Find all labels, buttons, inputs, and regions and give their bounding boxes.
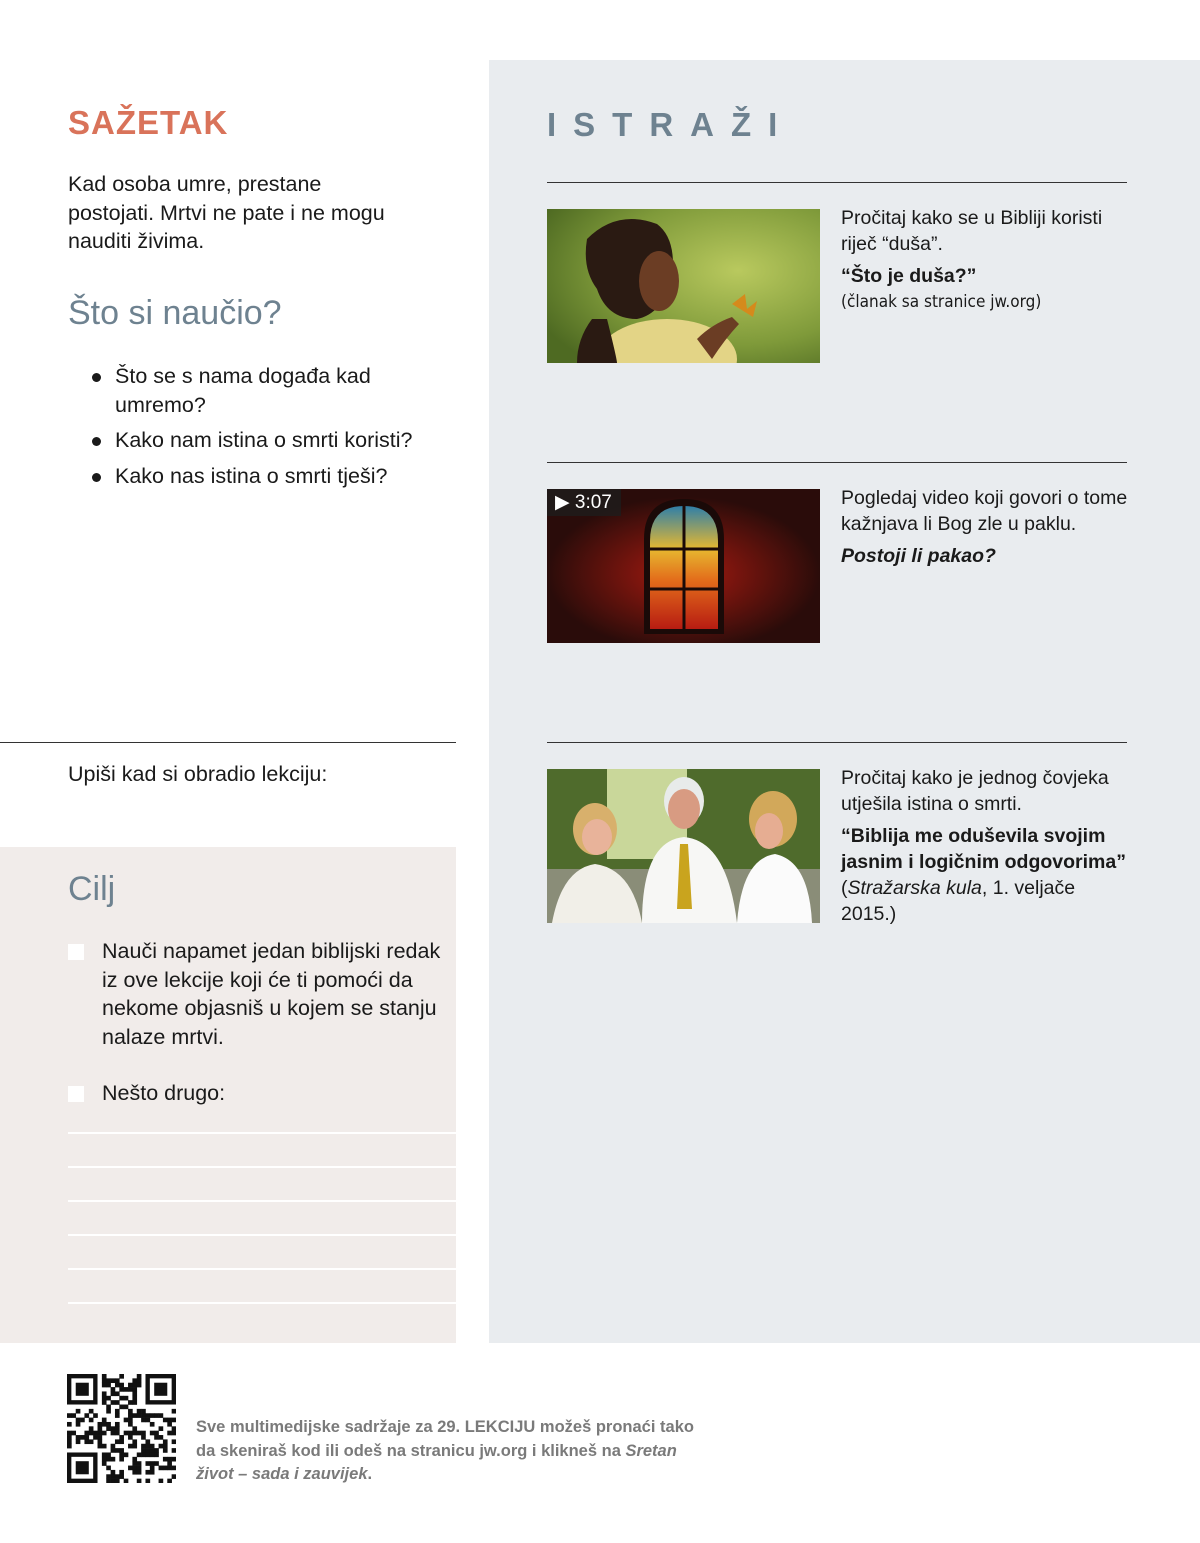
explore-item-title-line	[841, 823, 1131, 927]
divider	[0, 742, 456, 743]
people-conversation-image[interactable]	[547, 769, 820, 923]
bullet-icon	[92, 437, 101, 446]
explore-item-title[interactable]: “Što je duša?”	[841, 265, 977, 287]
goal-option-text: Nauči napamet jedan biblijski redak iz ove lekcije koji će ti pomoći da nekome objasniš u kojem se stanju nalaze mrtvi.	[102, 939, 441, 1049]
divider	[547, 742, 1127, 743]
qr-code[interactable]	[67, 1374, 176, 1483]
goal-checkbox[interactable]	[68, 944, 84, 960]
video-duration: ▶ 3:07	[547, 489, 621, 516]
summary-text: Kad osoba umre, prestane postojati. Mrtvi ne pate i ne mogu nauditi živima.	[68, 172, 385, 253]
divider	[547, 462, 1127, 463]
summary-heading: SAŽETAK	[68, 104, 229, 141]
lesson-number: 29. LEKCIJU	[437, 1418, 536, 1436]
question-list	[92, 362, 462, 497]
writing-line[interactable]	[68, 1200, 456, 1202]
explore-item-title[interactable]: “Biblija me oduševila svojim jasnim i logičnim odgovorima”	[841, 825, 1126, 873]
goal-option-text: Nešto drugo:	[102, 1081, 226, 1105]
explore-heading: ISTRAŽI	[547, 106, 795, 143]
source-publication: Stražarska kula	[847, 877, 982, 899]
explore-item-description: Pročitaj kako je jednog čovjeka utješila istina o smrti.	[841, 767, 1109, 815]
explore-item-source: (članak sa stranice jw.org)	[841, 292, 1042, 312]
explore-item-title[interactable]: Postoji li pakao?	[841, 545, 996, 567]
goal-heading: Cilj	[68, 870, 116, 908]
girl-butterfly-image[interactable]	[547, 209, 820, 363]
writing-line[interactable]	[68, 1166, 456, 1168]
question-text: Kako nas istina o smrti tješi?	[115, 463, 388, 488]
bullet-icon	[92, 473, 101, 482]
book-title[interactable]: Sretan život – sada i zauvijek	[196, 1441, 677, 1483]
list-item	[92, 426, 462, 455]
footer-text: Sve multimedijske sadržaje za 29. LEKCIJU možeš pronaći tako da skeniraš kod ili odeš na stranicu jw.org i klikneš na Sretan život – sada i zauvijek.	[196, 1418, 694, 1483]
source-date: , 1. veljače 2015.)	[841, 877, 1076, 925]
writing-line[interactable]	[68, 1132, 456, 1134]
completion-date-label: Upiši kad si obradio lekciju:	[68, 762, 328, 786]
explore-item-description: Pogledaj video koji govori o tome kažnjava li Bog zle u paklu.	[841, 487, 1128, 535]
bullet-icon	[92, 373, 101, 382]
source-open: (	[841, 877, 848, 899]
list-item	[92, 462, 462, 491]
writing-line[interactable]	[68, 1268, 456, 1270]
question-text: Kako nam istina o smrti koristi?	[115, 428, 413, 452]
explore-item-text	[841, 485, 1131, 569]
explore-item-text	[841, 205, 1131, 315]
goal-checkbox[interactable]	[68, 1086, 84, 1102]
explore-item-description: Pročitaj kako se u Bibliji koristi riječ “duša”.	[841, 207, 1103, 255]
learned-heading: Što si naučio?	[68, 294, 282, 332]
explore-item-text	[841, 765, 1131, 927]
writing-line[interactable]	[68, 1234, 456, 1236]
divider	[547, 182, 1127, 183]
video-thumbnail[interactable]	[547, 489, 820, 643]
list-item	[92, 362, 462, 419]
writing-line[interactable]	[68, 1302, 456, 1304]
question-text: Što se s nama događa kad umremo?	[115, 364, 371, 417]
